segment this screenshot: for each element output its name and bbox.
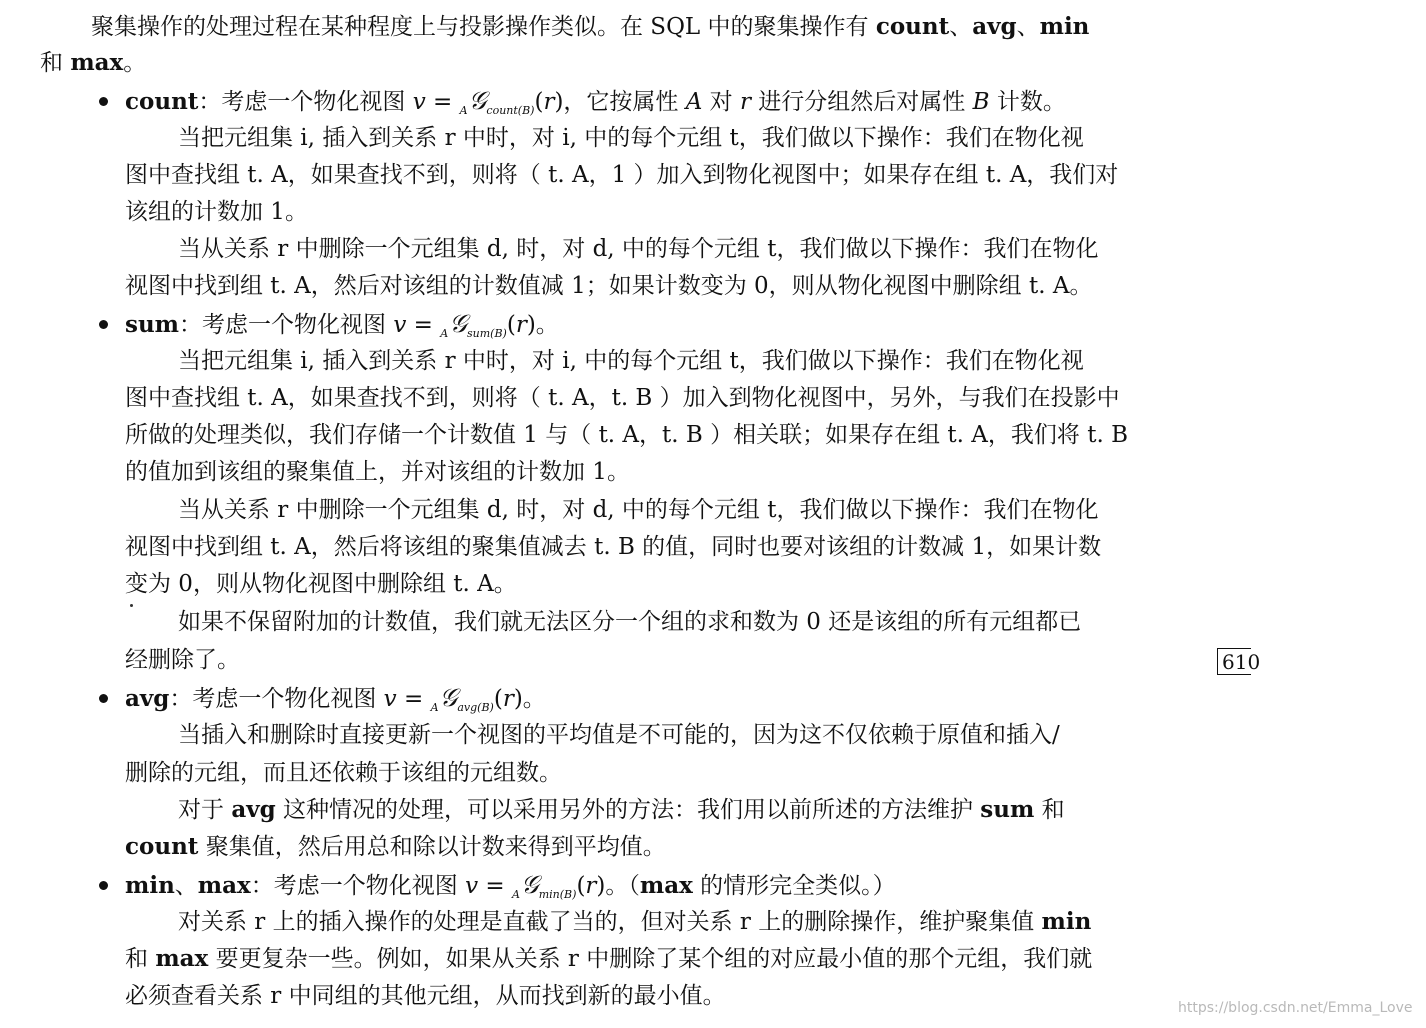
paragraph-text: 聚集值，然后用总和除以计数来得到平均值。 [198,834,666,860]
paragraph-line [178,907,1091,937]
paragraph-line: 图中查找组 t. A，如果查找不到，则将（ t. A，t. B ）加入到物化视图中，另外，与我们在投影中 [125,385,1120,411]
group-attr: A [459,104,468,117]
paragraph-line [125,944,1092,974]
heading-text: ，它按属性 [563,89,686,115]
intro-line-2 [40,48,146,78]
view-symbol: v [412,89,426,115]
paragraph-text: 和 [125,946,156,972]
paren: ( [576,873,586,899]
heading-text: ：考虑一个物化视图 [179,312,394,338]
keyword-sum: sum [980,796,1035,823]
heading-text: 对 [702,89,740,115]
heading-text: ：考虑一个物化视图 [198,89,413,115]
aggregate-function: count(B) [486,104,535,117]
paragraph-text: 对关系 r 上的插入操作的处理是直截了当的，但对关系 r 上的删除操作，维护聚集值 [178,909,1042,935]
paragraph-line: 该组的计数加 1。 [125,199,308,225]
keyword-max: max [197,872,251,899]
paragraph-line: 如果不保留附加的计数值，我们就无法区分一个组的求和数为 0 还是该组的所有元组都已 [178,609,1082,635]
view-symbol: v [465,873,479,899]
paren: ( [534,89,544,115]
aggregate-G-symbol: 𝒢 [520,870,539,899]
intro-text: 聚集操作的处理过程在某种程度上与投影操作类似。在 SQL 中的聚集操作有 [91,14,876,40]
separator: 、 [1016,14,1040,40]
paragraph-line: 当从关系 r 中删除一个元组集 d, 时，对 d, 中的每个元组 t，我们做以下操作：我们在物化 [178,497,1099,523]
sum-heading [125,309,559,349]
bullet-icon [99,97,108,106]
aggregate-G-symbol: 𝒢 [449,309,467,338]
paren: ( [493,686,503,712]
paren: ) [554,89,564,115]
stray-mark [130,604,133,607]
group-attr: A [430,701,439,714]
aggregate-function: avg(B) [457,701,494,714]
aggregate-G-symbol: 𝒢 [468,86,487,115]
group-attr: A [511,888,520,901]
heading-text: 。（ [605,873,640,899]
separator: 、 [174,873,198,899]
heading-text: 进行分组然后对属性 [750,89,973,115]
heading-text: 。 [535,312,559,338]
heading-text: ：考虑一个物化视图 [169,686,384,712]
view-symbol: v [393,312,407,338]
equals: = [425,89,460,115]
aggregate-G-symbol: 𝒢 [439,683,458,712]
keyword-max: max [70,49,124,76]
paragraph-text: 要更复杂一些。例如，如果从关系 r 中删除了某个组的对应最小值的那个元组，我们就 [208,946,1093,972]
separator: 、 [949,14,973,40]
keyword-count: count [125,833,199,860]
keyword-max: max [155,945,209,972]
keyword-max: max [639,872,693,899]
keyword-avg: avg [972,13,1017,40]
paragraph-line: 所做的处理类似，我们存储一个计数值 1 与（ t. A，t. B ）相关联；如果存在组 t. A，我们将 t. B [125,422,1128,448]
keyword-count: count [875,13,950,40]
bullet-icon [99,320,108,329]
relation-symbol: r [502,686,514,712]
keyword-avg: avg [231,796,276,823]
keyword-count: count [125,88,199,115]
attr-symbol: A [685,89,703,115]
bullet-icon [99,881,108,890]
intro-line-1 [91,12,1089,42]
equals: = [406,312,441,338]
relation-symbol: r [739,89,751,115]
intro-text: 。 [123,50,147,76]
paragraph-line: 视图中找到组 t. A，然后将该组的聚集值减去 t. B 的值，同时也要对该组的计数减 1，如果计数 [125,534,1102,560]
paren: ) [596,873,606,899]
paragraph-line: 视图中找到组 t. A，然后对该组的计数值减 1；如果计数变为 0，则从物化视图中删除组 t. A。 [125,273,1093,299]
heading-text: 。 [522,686,546,712]
paragraph-text: 和 [1034,797,1065,823]
attr-symbol: B [972,89,990,115]
relation-symbol: r [543,89,555,115]
aggregate-function: min(B) [538,888,577,901]
keyword-min: min [1039,13,1090,40]
paragraph-line: 当把元组集 i, 插入到关系 r 中时，对 i, 中的每个元组 t，我们做以下操作：我们在物化视 [178,348,1084,374]
equals: = [396,686,431,712]
keyword-min: min [1041,908,1092,935]
heading-text: ：考虑一个物化视图 [250,873,466,899]
intro-text: 和 [40,50,71,76]
keyword-avg: avg [125,685,170,712]
heading-text: 计数。 [989,89,1066,115]
paragraph-line: 必须查看关系 r 中同组的其他元组，从而找到新的最小值。 [125,983,726,1009]
paragraph-line: 当插入和删除时直接更新一个视图的平均值是不可能的，因为这不仅依赖于原值和插入/ [178,722,1060,748]
minmax-heading [125,870,896,910]
watermark: https://blog.csdn.net/Emma_Love [1178,1000,1413,1016]
paragraph-line: 当从关系 r 中删除一个元组集 d, 时，对 d, 中的每个元组 t，我们做以下操作：我们在物化 [178,236,1099,262]
paragraph-text: 这种情况的处理，可以采用另外的方法：我们用以前所述的方法维护 [275,797,981,823]
paren: ) [513,686,523,712]
paragraph-line: 经删除了。 [125,647,240,673]
equals: = [478,873,512,899]
keyword-sum: sum [125,311,180,338]
paragraph-line: 图中查找组 t. A，如果查找不到，则将（ t. A，1 ）加入到物化视图中；如果存在组 t. A，我们对 [125,162,1119,188]
paragraph-line [125,832,666,862]
paragraph-line: 当把元组集 i, 插入到关系 r 中时，对 i, 中的每个元组 t，我们做以下操作：我们在物化视 [178,125,1084,151]
paren: ) [526,312,536,338]
keyword-min: min [125,872,175,899]
paragraph-line: 变为 0，则从物化视图中删除组 t. A。 [125,571,517,597]
relation-symbol: r [515,312,527,338]
margin-page-number: 610 [1217,648,1251,675]
avg-heading [125,683,546,723]
bullet-icon [99,694,108,703]
paragraph-line: 的值加到该组的聚集值上，并对该组的计数加 1。 [125,459,630,485]
paragraph-text: 对于 [178,797,232,823]
paragraph-line [178,795,1065,825]
relation-symbol: r [585,873,597,899]
count-heading [125,86,1066,126]
paragraph-line: 删除的元组，而且还依赖于该组的元组数。 [125,760,562,786]
view-symbol: v [383,686,397,712]
paren: ( [506,312,516,338]
group-attr: A [440,327,449,340]
heading-text: 的情形完全类似。） [692,873,896,899]
aggregate-function: sum(B) [467,327,507,340]
